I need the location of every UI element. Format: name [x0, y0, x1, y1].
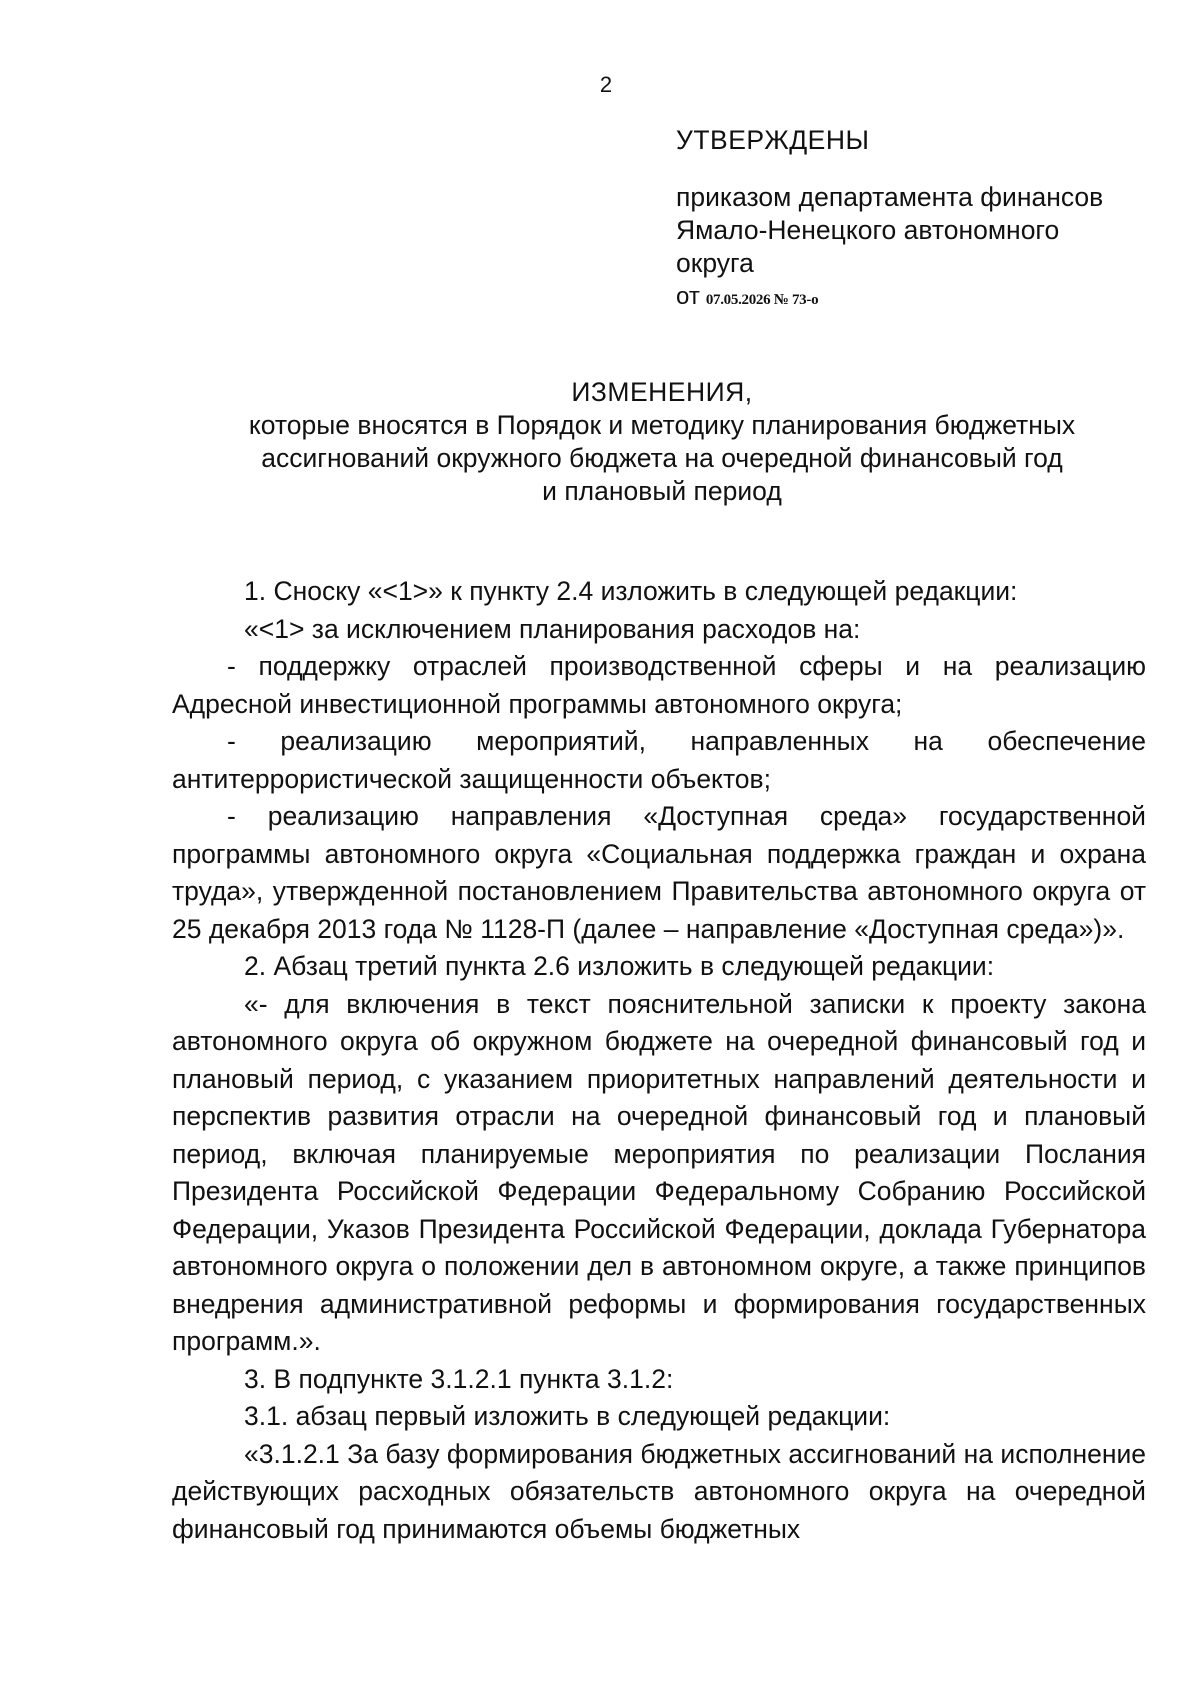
document-subtitle-line-1: которые вносятся в Порядок и методику планирования бюджетных — [248, 410, 1076, 440]
body-paragraph-5: - реализацию направления «Доступная среда» государственной программы автономного округа «Социальная поддержка граждан и охрана труда», утвержденной постановлением Правительства автономного округа от 25 декабря 2013 года № 1128-П (далее – направление «Доступная среда»)». — [172, 801, 1146, 944]
body-paragraph-7: «- для включения в текст пояснительной записки к проекту закона автономного округа об окружном бюджете на очередной финансовый год и плановый период, с указанием приоритетных направлений деятельности и перспектив развития отрасли на очередной финансовый год и плановый период, включая планируемые мероприятия по реализации Послания Президента Российской Федерации Федеральному Собранию Российской Федерации, Указов Президента Российской Федерации, доклада Губернатора автономного округа о положении дел в автономном округе, а также принципов внедрения административной реформы и формирования государственных программ.». — [172, 988, 1146, 1356]
body-paragraph-6: 2. Абзац третий пункта 2.6 изложить в следующей редакции: — [244, 951, 995, 981]
approval-date-line — [676, 280, 1176, 315]
approved-label: УТВЕРЖДЕНЫ — [676, 125, 870, 155]
body-paragraph-2: «<1> за исключением планирования расходов на: — [244, 613, 861, 644]
document-title: ИЗМЕНЕНИЯ, — [571, 377, 753, 407]
approval-date-prefix: от — [676, 283, 700, 310]
approval-order-line-2: Ямало-Ненецкого автономного — [676, 215, 1060, 245]
body-paragraph-3: - поддержку отраслей производственной сферы и на реализацию Адресной инвестиционной программы автономного округа; — [172, 651, 1146, 719]
body-paragraph-4: - реализацию мероприятий, направленных на обеспечение антитеррористической защищенности объектов; — [172, 726, 1146, 794]
approval-block — [676, 124, 1176, 315]
body-paragraph-10: «3.1.2.1 За базу формирования бюджетных ассигнований на исполнение действующих расходных обязательств автономного округа на очередной финансовый год принимаются объемы бюджетных — [172, 1438, 1146, 1544]
body-paragraph-9: 3.1. абзац первый изложить в следующей редакции: — [244, 1401, 891, 1431]
page-number: 2 — [599, 72, 613, 97]
approval-order-line-3: округа — [676, 248, 754, 278]
body-paragraph-8: 3. В подпункте 3.1.2.1 пункта 3.1.2: — [244, 1363, 674, 1394]
document-title-block — [0, 376, 1200, 508]
document-body — [172, 573, 1146, 1548]
document-subtitle-line-3: и плановый период — [542, 476, 782, 506]
body-paragraph-1: 1. Сноску «<1>» к пункту 2.4 изложить в следующей редакции: — [244, 576, 1018, 606]
document-subtitle-line-2: ассигнований окружного бюджета на очередной финансовый год — [261, 443, 1063, 473]
approval-order-line-1: приказом департамента финансов — [676, 182, 1104, 212]
approval-date-value: 07.05.2026 № 73-о — [705, 292, 819, 308]
